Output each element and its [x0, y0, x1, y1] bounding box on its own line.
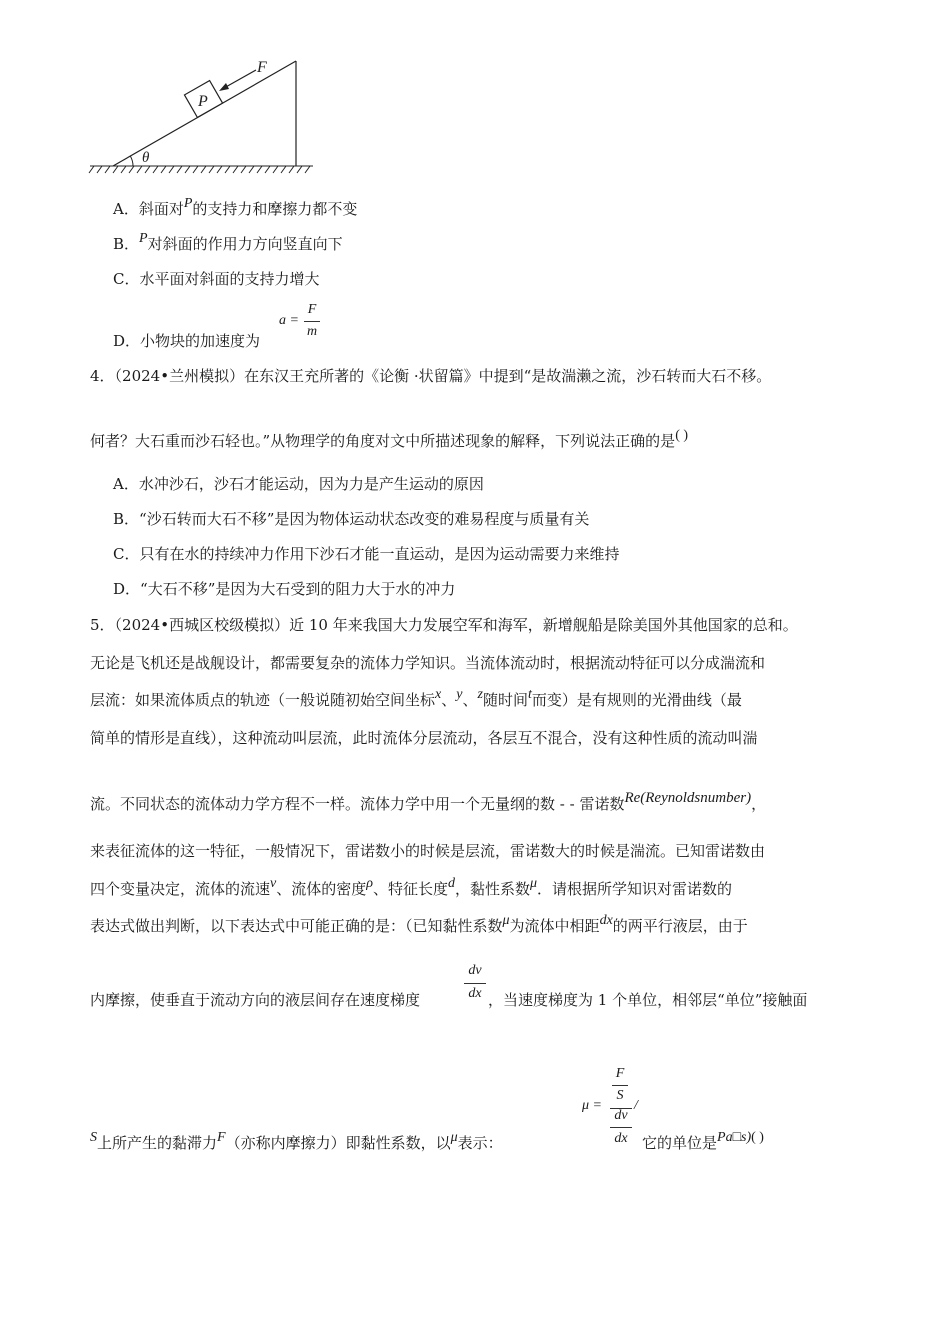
- formula-slash: /: [634, 1098, 638, 1113]
- q5-stem-line4: 简单的情形是直线），这种流动叫层流，此时流体分层流动，各层互不混合，没有这种性质的流动叫湍: [90, 729, 758, 747]
- var-y: y: [456, 687, 463, 702]
- q4-option-c: C．只有在水的持续冲力作用下沙石才能一直运动，是因为运动需要力来维持: [113, 545, 620, 563]
- var-t: t: [527, 687, 532, 702]
- q3-option-b-var: P: [139, 231, 148, 246]
- q4-stem-line2: [90, 430, 688, 451]
- q5-stem-line5: 流。不同状态的流体动力学方程不一样。流体力学中用一个无量纲的数 - - 雷诺数Re(Reynoldsnumber)，: [90, 790, 767, 813]
- q3-option-a-var: P: [183, 196, 193, 211]
- var-rho: ρ: [366, 876, 373, 891]
- formula-s: S: [616, 1088, 624, 1103]
- formula-dv: dv: [614, 1108, 628, 1123]
- block-label-p: P: [198, 93, 208, 110]
- q3-option-b-text: B．: [113, 235, 140, 253]
- q5-stem-line6: 来表征流体的这一特征，一般情况下，雷诺数小的时候是层流，雷诺数大的时候是湍流。已知雷诺数由: [90, 842, 766, 860]
- force-arrow: [219, 70, 256, 91]
- var-z: z: [477, 687, 483, 702]
- var-x: x: [435, 687, 442, 702]
- unit-pa-s: Pa□s): [717, 1130, 752, 1145]
- q3-option-d-text: D．小物块的加速度为: [113, 332, 261, 350]
- var-s: S: [90, 1130, 97, 1145]
- q3-option-a: [113, 198, 357, 219]
- q5-stem-line10: S上所产生的黏滞力F（亦称内摩擦力）即黏性系数，以μ表示：: [90, 1130, 503, 1152]
- mu-lhs: μ =: [582, 1098, 602, 1113]
- gradient-denominator: dx: [468, 986, 482, 1001]
- q4-option-b: B．“沙石转而大石不移”是因为物体运动状态改变的难易程度与质量有关: [113, 510, 590, 528]
- q5-stem-line3: 层流：如果流体质点的轨迹（一般说随初始空间坐标x、y、z随时间t而变）是有规则的光滑曲线（最: [90, 687, 742, 709]
- incline-figure: [88, 52, 318, 177]
- q5-unit-text: 它的单位是Pa□s)( ): [642, 1130, 764, 1152]
- var-mu-3: μ: [450, 1130, 458, 1145]
- var-mu: μ: [530, 876, 538, 891]
- q4-stem-line1: 4．（2024•兰州模拟）在东汉王充所著的《论衡 ·状留篇》中提到“是故湍濑之流，沙石转而大石不移。: [90, 367, 772, 385]
- q4-option-a: A．水冲沙石，沙石才能运动，因为力是产生运动的原因: [113, 475, 484, 493]
- q4-answer-paren: ( ): [675, 428, 689, 443]
- formula-f-top: F: [615, 1066, 625, 1081]
- angle-arc: [130, 156, 133, 166]
- q5-stem-line9-b: ，当速度梯度为 1 个单位，相邻层“单位”接触面: [488, 991, 808, 1009]
- q3-option-c: C．水平面对斜面的支持力增大: [113, 270, 320, 288]
- q3-option-a-text: A．斜面对: [113, 200, 184, 218]
- q5-stem-line1: 5．（2024•西城区校级模拟）近 10 年来我国大力发展空军和海军，新增舰船是除美国外其他国家的总和。: [90, 616, 798, 634]
- q5-stem-line9-a: 内摩擦，使垂直于流动方向的液层间存在速度梯度: [90, 991, 421, 1009]
- q5-answer-paren: ( ): [751, 1130, 764, 1145]
- var-mu-2: μ: [502, 913, 510, 928]
- q3-d-den: m: [306, 324, 318, 339]
- q3-option-d: [113, 330, 260, 351]
- gradient-numerator: dv: [468, 963, 482, 978]
- q4-option-d: D．“大石不移”是因为大石受到的阻力大于水的冲力: [113, 580, 456, 598]
- q5-stem-line2: 无论是飞机还是战舰设计，都需要复杂的流体力学知识。当流体流动时，根据流动特征可以分成湍流和: [90, 654, 766, 672]
- q3-option-b: [113, 233, 343, 254]
- q5-stem-line8: 表达式做出判断，以下表达式中可能正确的是：（已知黏性系数μ为流体中相距dx的两平行液层，由于: [90, 913, 748, 935]
- force-label-f: F: [257, 59, 267, 76]
- formula-dx: dx: [614, 1131, 628, 1146]
- q3-option-b-rest: 对斜面的作用力方向竖直向下: [147, 235, 343, 253]
- gradient-fraction-bar: [464, 983, 486, 984]
- var-d: d: [448, 876, 455, 891]
- var-dx: dx: [599, 913, 613, 928]
- q3-d-lhs: a =: [279, 313, 299, 328]
- formula-small-bar: [612, 1085, 628, 1086]
- ground-hatching: [89, 166, 313, 173]
- q3-option-a-rest: 的支持力和摩擦力都不变: [192, 200, 358, 218]
- reynolds-number: Re(Reynoldsnumber): [624, 790, 752, 806]
- formula-dv-dx-bar: [610, 1127, 632, 1128]
- q3-d-fraction-bar: [304, 321, 320, 322]
- var-v: v: [270, 876, 277, 891]
- q4-stem-line2-text: 何者？大石重而沙石轻也。”从物理学的角度对文中所描述现象的解释，下列说法正确的是: [90, 432, 676, 450]
- var-f: F: [217, 1130, 226, 1145]
- q5-stem-line7: 四个变量决定，流体的流速v、流体的密度ρ、特征长度d，黏性系数μ．请根据所学知识对雷诺数的: [90, 876, 733, 898]
- theta-label: θ: [142, 150, 150, 166]
- q3-d-num: F: [307, 302, 317, 317]
